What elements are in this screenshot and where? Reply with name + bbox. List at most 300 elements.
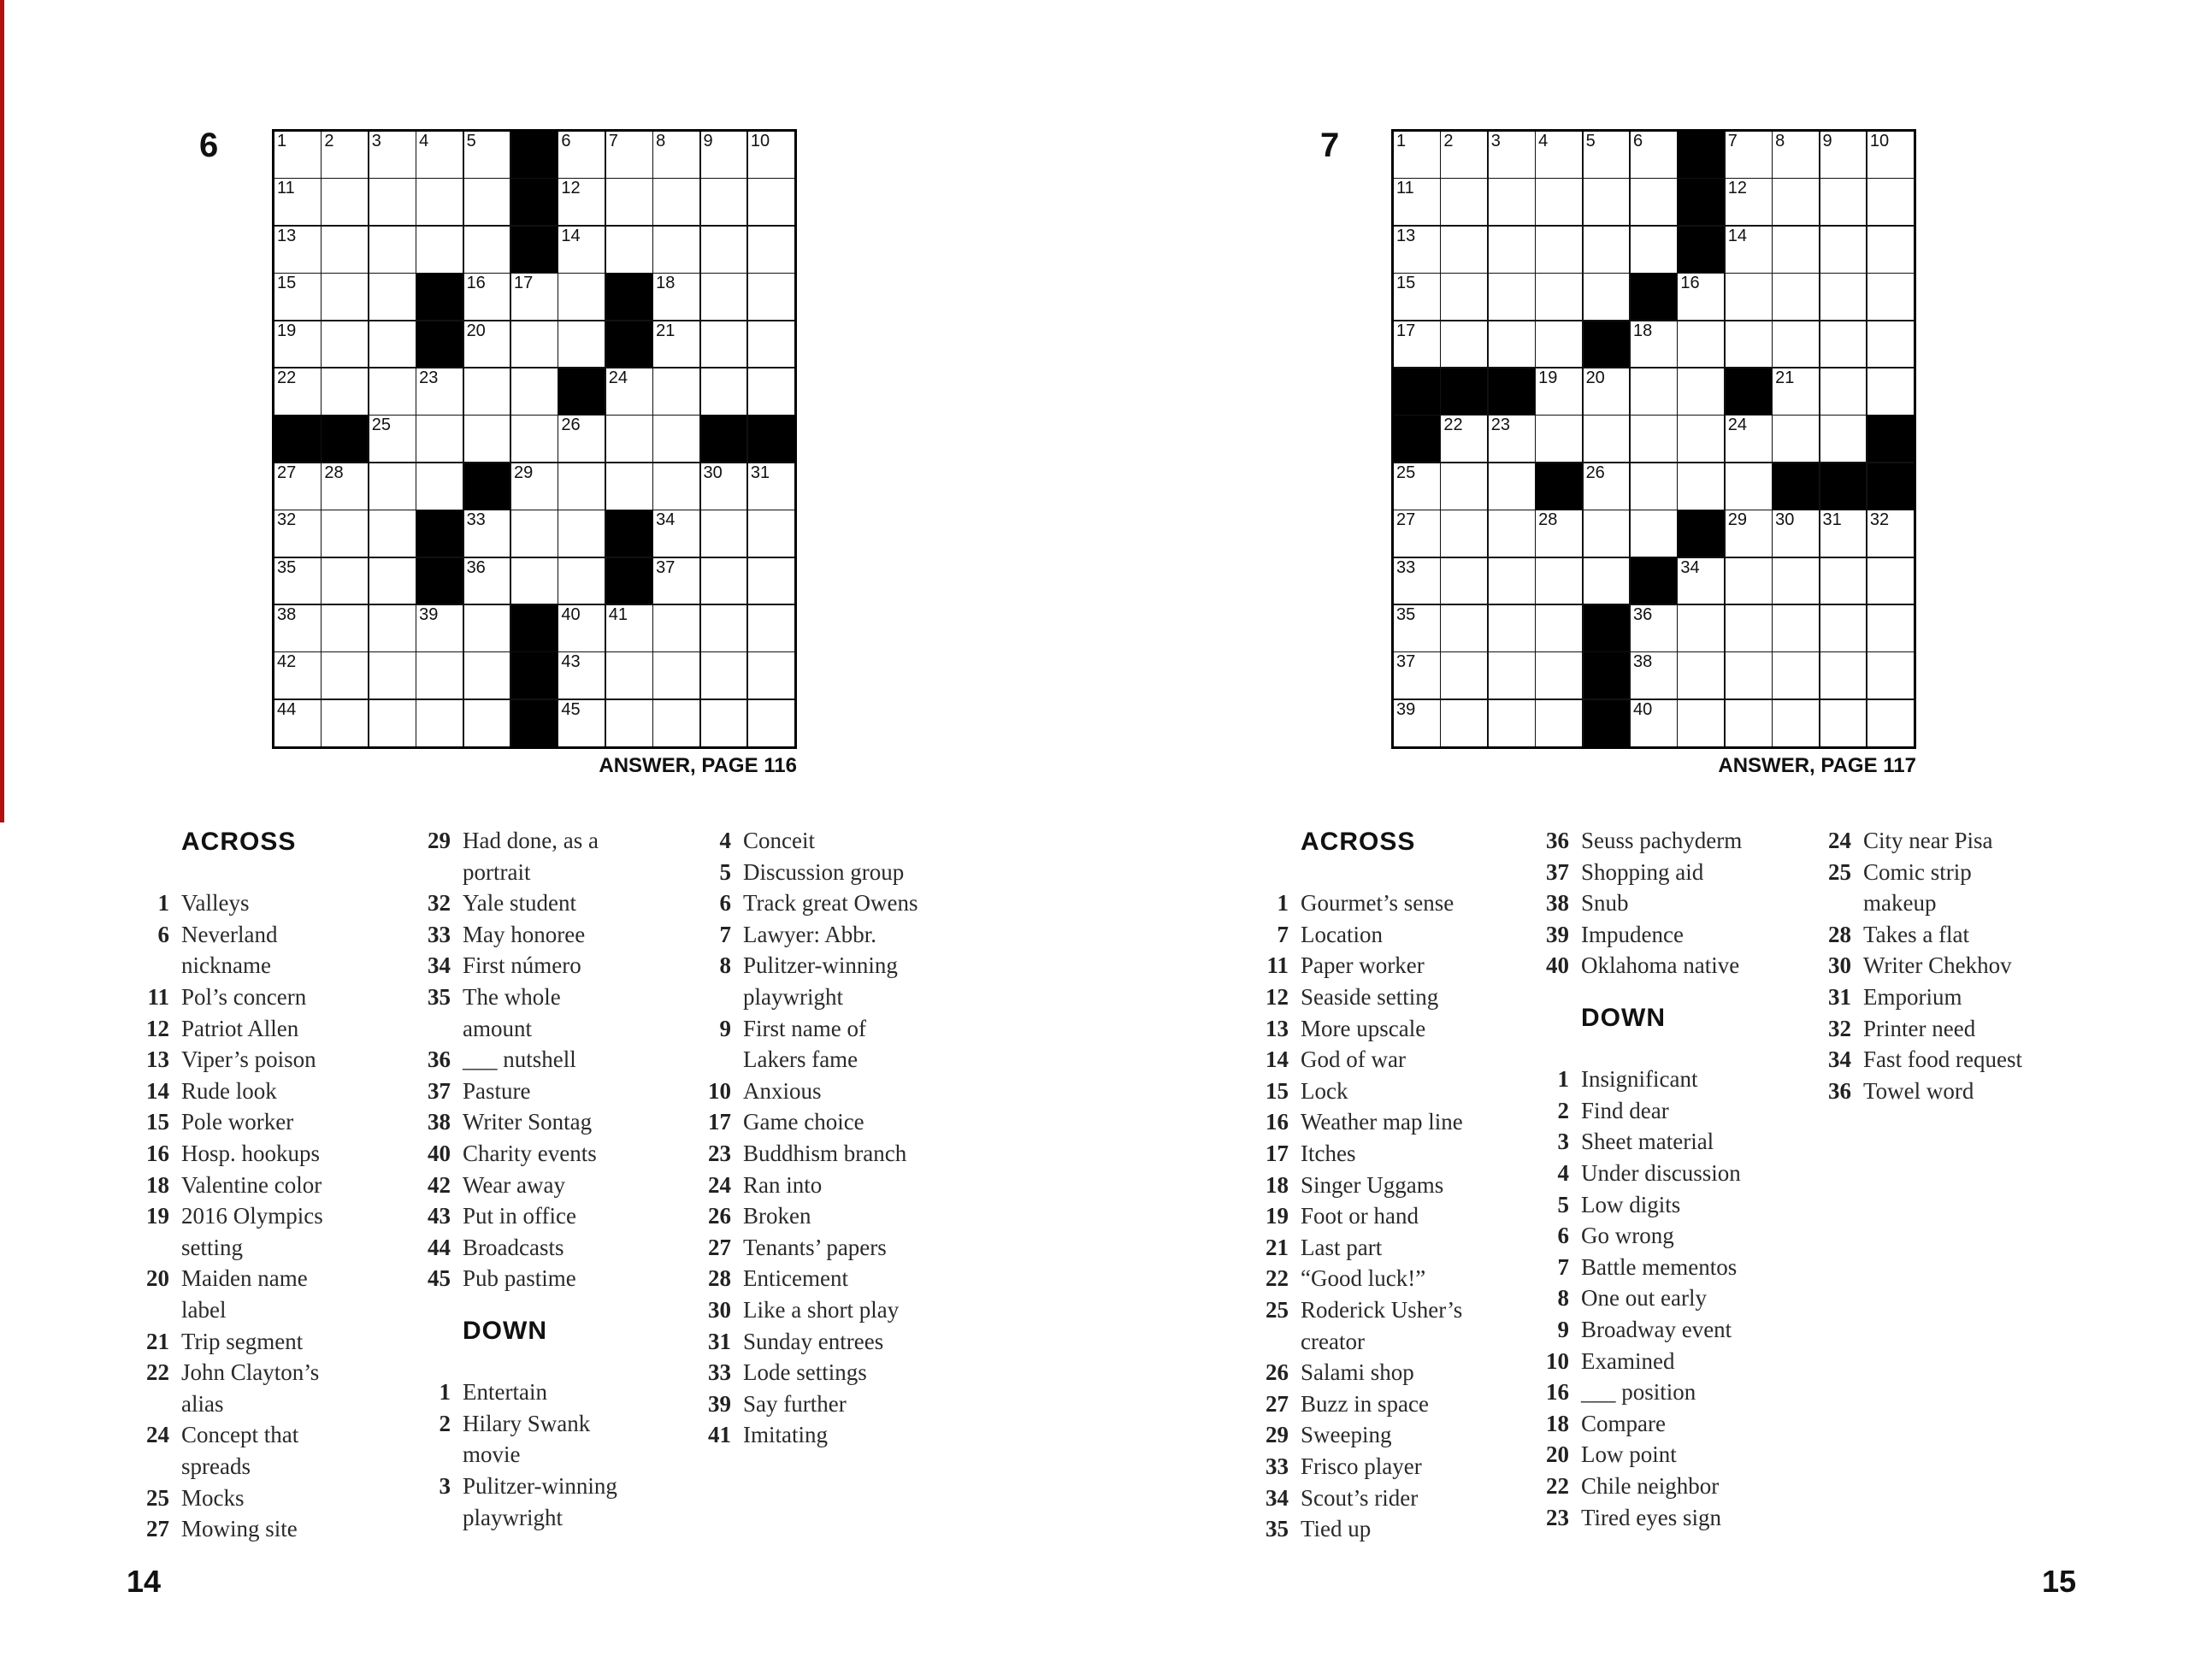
grid-cell[interactable] <box>1773 368 1819 415</box>
grid-cell[interactable] <box>511 558 558 604</box>
grid-cell[interactable] <box>1867 605 1914 651</box>
cell-number: 14 <box>561 226 581 245</box>
clue <box>413 857 530 888</box>
grid-cell[interactable] <box>1726 132 1772 178</box>
grid-cell[interactable] <box>558 179 605 225</box>
grid-cell[interactable] <box>1536 652 1582 699</box>
grid-cell[interactable] <box>369 416 416 462</box>
grid-cell[interactable] <box>748 132 794 178</box>
grid-cell[interactable] <box>274 179 321 225</box>
grid-cell[interactable] <box>606 179 652 225</box>
grid-cell[interactable] <box>748 605 794 651</box>
grid-cell[interactable] <box>558 274 605 320</box>
grid-cell[interactable] <box>1726 700 1772 746</box>
grid-cell[interactable] <box>701 321 747 368</box>
grid-cell[interactable] <box>1584 558 1630 604</box>
grid-cell[interactable] <box>464 605 510 651</box>
grid-cell[interactable] <box>464 558 510 604</box>
grid-cell[interactable] <box>1441 558 1487 604</box>
grid-cell[interactable] <box>606 605 652 651</box>
grid-cell[interactable] <box>653 274 699 320</box>
clue <box>1251 1106 1463 1138</box>
grid-cell[interactable] <box>1441 321 1487 368</box>
grid-cell[interactable] <box>274 368 321 415</box>
grid-cell[interactable] <box>416 132 463 178</box>
clue <box>413 1076 530 1107</box>
grid-cell[interactable] <box>558 463 605 510</box>
grid-cell[interactable] <box>1678 558 1724 604</box>
grid-cell[interactable] <box>1489 274 1535 320</box>
cell-number: 40 <box>561 604 581 624</box>
grid-cell[interactable] <box>1441 416 1487 462</box>
grid-cell[interactable] <box>369 605 416 651</box>
clue <box>1531 1189 1680 1221</box>
grid-cell[interactable] <box>416 368 463 415</box>
grid-cell[interactable] <box>1394 227 1440 273</box>
grid-cell[interactable] <box>1867 700 1914 746</box>
grid-cell[interactable] <box>511 274 558 320</box>
cell-number: 12 <box>1727 179 1747 198</box>
grid-cell[interactable] <box>748 463 794 510</box>
clue-text: 2016 Olympics <box>181 1203 323 1229</box>
clue <box>1251 1138 1355 1170</box>
grid-cell[interactable] <box>1489 700 1535 746</box>
grid-cell[interactable] <box>653 321 699 368</box>
grid-cell[interactable] <box>558 510 605 557</box>
grid-cell[interactable] <box>558 700 605 746</box>
grid-cell[interactable] <box>558 605 605 651</box>
grid-cell[interactable] <box>1678 463 1724 510</box>
grid-cell[interactable] <box>1536 132 1582 178</box>
grid-cell[interactable] <box>1441 463 1487 510</box>
grid-cell[interactable] <box>1394 700 1440 746</box>
grid-cell[interactable] <box>1820 227 1867 273</box>
clue <box>1251 950 1425 981</box>
clue-text: Wear away <box>463 1171 565 1198</box>
grid-cell[interactable] <box>1678 700 1724 746</box>
grid-cell[interactable] <box>369 652 416 699</box>
grid-cell[interactable] <box>1536 274 1582 320</box>
grid-cell[interactable] <box>369 227 416 273</box>
grid-cell[interactable] <box>748 558 794 604</box>
grid-cell[interactable] <box>1584 463 1630 510</box>
clue-number: 2 <box>439 1410 451 1436</box>
grid-cell[interactable] <box>464 652 510 699</box>
grid-cell[interactable] <box>1489 179 1535 225</box>
grid-cell[interactable] <box>558 416 605 462</box>
grid-cell[interactable] <box>1394 274 1440 320</box>
cell-number: 39 <box>419 604 439 624</box>
clue-text: Comic strip <box>1863 858 1972 885</box>
grid-cell[interactable] <box>1820 368 1867 415</box>
clue-number: 2 <box>1557 1097 1569 1123</box>
grid-cell[interactable] <box>748 368 794 415</box>
grid-cell[interactable] <box>1441 132 1487 178</box>
grid-cell[interactable] <box>1536 700 1582 746</box>
grid-cell[interactable] <box>1394 463 1440 510</box>
grid-cell[interactable] <box>322 274 368 320</box>
grid-cell[interactable] <box>1394 510 1440 557</box>
clue <box>132 950 271 981</box>
crossword-grid-7[interactable] <box>1391 129 1916 749</box>
grid-cell[interactable] <box>1867 321 1914 368</box>
grid-cell[interactable] <box>1394 321 1440 368</box>
grid-cell[interactable] <box>416 700 463 746</box>
black-square <box>511 179 558 225</box>
grid-cell[interactable] <box>464 274 510 320</box>
grid-cell[interactable] <box>1820 179 1867 225</box>
grid-cell[interactable] <box>1773 321 1819 368</box>
grid-cell[interactable] <box>653 510 699 557</box>
grid-cell[interactable] <box>653 132 699 178</box>
grid-cell[interactable] <box>653 700 699 746</box>
grid-cell[interactable] <box>701 510 747 557</box>
grid-cell[interactable] <box>1631 132 1677 178</box>
clue <box>1531 1220 1674 1252</box>
grid-cell[interactable] <box>1726 652 1772 699</box>
grid-cell[interactable] <box>369 463 416 510</box>
grid-cell[interactable] <box>322 463 368 510</box>
grid-cell[interactable] <box>511 321 558 368</box>
grid-cell[interactable] <box>322 132 368 178</box>
grid-cell[interactable] <box>748 227 794 273</box>
grid-cell[interactable] <box>1773 179 1819 225</box>
grid-cell[interactable] <box>1441 227 1487 273</box>
grid-cell[interactable] <box>653 463 699 510</box>
grid-cell[interactable] <box>322 558 368 604</box>
grid-cell[interactable] <box>1820 652 1867 699</box>
grid-cell[interactable] <box>464 132 510 178</box>
grid-cell[interactable] <box>558 652 605 699</box>
grid-cell[interactable] <box>653 227 699 273</box>
grid-cell[interactable] <box>322 321 368 368</box>
black-square <box>416 558 463 604</box>
grid-cell[interactable] <box>1489 558 1535 604</box>
grid-cell[interactable] <box>1726 227 1772 273</box>
grid-cell[interactable] <box>1584 368 1630 415</box>
grid-cell[interactable] <box>464 179 510 225</box>
grid-cell[interactable] <box>653 652 699 699</box>
grid-cell[interactable] <box>1867 132 1914 178</box>
grid-cell[interactable] <box>748 700 794 746</box>
grid-cell[interactable] <box>369 274 416 320</box>
grid-cell[interactable] <box>1631 321 1677 368</box>
grid-cell[interactable] <box>1489 416 1535 462</box>
grid-cell[interactable] <box>1631 510 1677 557</box>
grid-cell[interactable] <box>511 510 558 557</box>
grid-cell[interactable] <box>1536 368 1582 415</box>
grid-cell[interactable] <box>1394 132 1440 178</box>
grid-cell[interactable] <box>1867 368 1914 415</box>
clue-number: 7 <box>719 921 731 947</box>
grid-cell[interactable] <box>1773 558 1819 604</box>
grid-cell[interactable] <box>1867 652 1914 699</box>
grid-cell[interactable] <box>606 368 652 415</box>
black-square <box>511 227 558 273</box>
grid-cell[interactable] <box>464 700 510 746</box>
grid-cell[interactable] <box>274 558 321 604</box>
grid-cell[interactable] <box>1489 510 1535 557</box>
grid-cell[interactable] <box>653 416 699 462</box>
grid-cell[interactable] <box>416 605 463 651</box>
grid-cell[interactable] <box>1394 179 1440 225</box>
cell-number: 5 <box>466 132 476 150</box>
grid-cell[interactable] <box>322 700 368 746</box>
clue-number: 4 <box>1557 1160 1569 1186</box>
grid-cell[interactable] <box>1867 227 1914 273</box>
grid-cell[interactable] <box>274 132 321 178</box>
clue-text: alias <box>181 1390 224 1417</box>
clue-text: Game choice <box>743 1109 864 1135</box>
grid-cell[interactable] <box>322 605 368 651</box>
grid-cell[interactable] <box>1678 274 1724 320</box>
grid-cell[interactable] <box>1820 274 1867 320</box>
clue <box>693 1419 828 1451</box>
grid-cell[interactable] <box>606 416 652 462</box>
clue-number: 14 <box>1266 1046 1289 1073</box>
clue-text: Pasture <box>463 1077 531 1104</box>
grid-cell[interactable] <box>1536 321 1582 368</box>
grid-cell[interactable] <box>748 510 794 557</box>
cell-number: 28 <box>1538 510 1558 530</box>
grid-cell[interactable] <box>369 558 416 604</box>
grid-cell[interactable] <box>274 274 321 320</box>
grid-cell[interactable] <box>464 321 510 368</box>
grid-cell[interactable] <box>606 700 652 746</box>
grid-cell[interactable] <box>1631 227 1677 273</box>
grid-cell[interactable] <box>1726 416 1772 462</box>
clue-text: spreads <box>181 1453 251 1479</box>
grid-cell[interactable] <box>1441 510 1487 557</box>
grid-cell[interactable] <box>701 558 747 604</box>
grid-cell[interactable] <box>322 368 368 415</box>
grid-cell[interactable] <box>1536 179 1582 225</box>
cell-number: 15 <box>1396 274 1416 293</box>
grid-cell[interactable] <box>1773 652 1819 699</box>
grid-cell[interactable] <box>1820 605 1867 651</box>
grid-cell[interactable] <box>1489 132 1535 178</box>
grid-cell[interactable] <box>369 368 416 415</box>
grid-cell[interactable] <box>1820 132 1867 178</box>
clue-text: God of war <box>1301 1046 1406 1073</box>
grid-cell[interactable] <box>701 368 747 415</box>
grid-cell[interactable] <box>464 416 510 462</box>
grid-cell[interactable] <box>701 463 747 510</box>
cell-number: 2 <box>324 132 334 150</box>
cell-number: 10 <box>750 132 770 150</box>
grid-cell[interactable] <box>322 227 368 273</box>
clue-text: Lawyer: Abbr. <box>743 921 876 947</box>
grid-cell[interactable] <box>1726 605 1772 651</box>
grid-cell[interactable] <box>1773 416 1819 462</box>
grid-cell[interactable] <box>606 227 652 273</box>
grid-cell[interactable] <box>274 510 321 557</box>
grid-cell[interactable] <box>1773 274 1819 320</box>
grid-cell[interactable] <box>748 179 794 225</box>
grid-cell[interactable] <box>1820 558 1867 604</box>
grid-cell[interactable] <box>1489 463 1535 510</box>
grid-cell[interactable] <box>653 179 699 225</box>
grid-cell[interactable] <box>1820 321 1867 368</box>
grid-cell[interactable] <box>1394 652 1440 699</box>
cell-number: 7 <box>608 132 618 150</box>
grid-cell[interactable] <box>701 179 747 225</box>
clue-text: Rude look <box>181 1077 277 1104</box>
grid-cell[interactable] <box>416 463 463 510</box>
grid-cell[interactable] <box>1584 179 1630 225</box>
grid-cell[interactable] <box>274 700 321 746</box>
cell-number: 26 <box>1585 463 1605 482</box>
black-square <box>1773 463 1819 510</box>
grid-cell[interactable] <box>701 274 747 320</box>
grid-cell[interactable] <box>1489 227 1535 273</box>
grid-cell[interactable] <box>1631 652 1677 699</box>
grid-cell[interactable] <box>748 274 794 320</box>
clue <box>1251 1200 1419 1232</box>
grid-cell[interactable] <box>1820 416 1867 462</box>
grid-cell[interactable] <box>701 132 747 178</box>
grid-cell[interactable] <box>369 700 416 746</box>
grid-cell[interactable] <box>1536 416 1582 462</box>
grid-cell[interactable] <box>1726 463 1772 510</box>
clue-number: 6 <box>157 921 169 947</box>
grid-cell[interactable] <box>606 652 652 699</box>
grid-cell[interactable] <box>1584 416 1630 462</box>
grid-cell[interactable] <box>1584 510 1630 557</box>
grid-cell[interactable] <box>606 463 652 510</box>
grid-cell[interactable] <box>558 558 605 604</box>
clue-number: 17 <box>1266 1141 1289 1166</box>
grid-cell[interactable] <box>1773 132 1819 178</box>
grid-cell[interactable] <box>511 416 558 462</box>
grid-cell[interactable] <box>274 227 321 273</box>
clue-number: 16 <box>146 1141 169 1166</box>
cell-number: 7 <box>1727 132 1738 150</box>
grid-cell[interactable] <box>1773 700 1819 746</box>
grid-cell[interactable] <box>1820 510 1867 557</box>
grid-cell[interactable] <box>322 179 368 225</box>
grid-cell[interactable] <box>322 510 368 557</box>
puzzle-number-7: 7 <box>1320 127 1340 164</box>
grid-cell[interactable] <box>653 605 699 651</box>
grid-cell[interactable] <box>1584 132 1630 178</box>
grid-cell[interactable] <box>701 700 747 746</box>
grid-cell[interactable] <box>274 463 321 510</box>
grid-cell[interactable] <box>1441 700 1487 746</box>
grid-cell[interactable] <box>1726 179 1772 225</box>
grid-cell[interactable] <box>322 652 368 699</box>
grid-cell[interactable] <box>653 368 699 415</box>
grid-cell[interactable] <box>464 368 510 415</box>
grid-cell[interactable] <box>1584 227 1630 273</box>
clue <box>413 1170 565 1201</box>
grid-cell[interactable] <box>369 510 416 557</box>
grid-cell[interactable] <box>1773 510 1819 557</box>
grid-cell[interactable] <box>1678 605 1724 651</box>
grid-cell[interactable] <box>1631 416 1677 462</box>
cell-number: 32 <box>1869 510 1890 530</box>
grid-cell[interactable] <box>1773 605 1819 651</box>
grid-cell[interactable] <box>1631 605 1677 651</box>
grid-cell[interactable] <box>1678 368 1724 415</box>
grid-cell[interactable] <box>1726 274 1772 320</box>
grid-cell[interactable] <box>1536 605 1582 651</box>
grid-cell[interactable] <box>701 605 747 651</box>
grid-cell[interactable] <box>558 132 605 178</box>
grid-cell[interactable] <box>369 321 416 368</box>
grid-cell[interactable] <box>1726 510 1772 557</box>
grid-cell[interactable] <box>1441 605 1487 651</box>
grid-cell[interactable] <box>1441 652 1487 699</box>
grid-cell[interactable] <box>1867 510 1914 557</box>
grid-cell[interactable] <box>274 321 321 368</box>
grid-cell[interactable] <box>511 463 558 510</box>
clue-text: Yale student <box>463 890 577 917</box>
grid-cell[interactable] <box>1584 274 1630 320</box>
grid-cell[interactable] <box>1631 463 1677 510</box>
clue-number: 5 <box>719 858 731 885</box>
grid-cell[interactable] <box>1867 558 1914 604</box>
grid-cell[interactable] <box>1631 700 1677 746</box>
grid-cell[interactable] <box>369 132 416 178</box>
grid-cell[interactable] <box>1631 368 1677 415</box>
grid-cell[interactable] <box>1536 227 1582 273</box>
crossword-grid-6[interactable] <box>272 129 797 749</box>
grid-cell[interactable] <box>1678 652 1724 699</box>
grid-cell[interactable] <box>653 558 699 604</box>
grid-cell[interactable] <box>416 416 463 462</box>
grid-cell[interactable] <box>416 179 463 225</box>
grid-cell[interactable] <box>1773 227 1819 273</box>
grid-cell[interactable] <box>1441 274 1487 320</box>
grid-cell[interactable] <box>1441 179 1487 225</box>
clue-text: Takes a flat <box>1863 921 1970 947</box>
grid-cell[interactable] <box>1726 321 1772 368</box>
grid-cell[interactable] <box>1678 416 1724 462</box>
grid-cell[interactable] <box>1867 274 1914 320</box>
grid-cell[interactable] <box>606 132 652 178</box>
grid-cell[interactable] <box>1536 510 1582 557</box>
grid-cell[interactable] <box>558 321 605 368</box>
grid-cell[interactable] <box>274 605 321 651</box>
grid-cell[interactable] <box>464 510 510 557</box>
clue <box>1251 1483 1418 1514</box>
grid-cell[interactable] <box>1631 179 1677 225</box>
grid-cell[interactable] <box>1536 558 1582 604</box>
grid-cell[interactable] <box>274 652 321 699</box>
grid-cell[interactable] <box>701 227 747 273</box>
grid-cell[interactable] <box>1394 605 1440 651</box>
grid-cell[interactable] <box>416 652 463 699</box>
grid-cell[interactable] <box>748 321 794 368</box>
grid-cell[interactable] <box>558 227 605 273</box>
grid-cell[interactable] <box>701 652 747 699</box>
grid-cell[interactable] <box>1489 321 1535 368</box>
grid-cell[interactable] <box>1726 558 1772 604</box>
grid-cell[interactable] <box>1394 558 1440 604</box>
grid-cell[interactable] <box>464 227 510 273</box>
grid-cell[interactable] <box>1489 652 1535 699</box>
grid-cell[interactable] <box>1678 321 1724 368</box>
grid-cell[interactable] <box>511 368 558 415</box>
grid-cell[interactable] <box>748 652 794 699</box>
grid-cell[interactable] <box>369 179 416 225</box>
grid-cell[interactable] <box>1489 605 1535 651</box>
grid-cell[interactable] <box>1867 179 1914 225</box>
grid-cell[interactable] <box>1820 700 1867 746</box>
clue-number: 9 <box>1557 1317 1569 1342</box>
grid-cell[interactable] <box>416 227 463 273</box>
